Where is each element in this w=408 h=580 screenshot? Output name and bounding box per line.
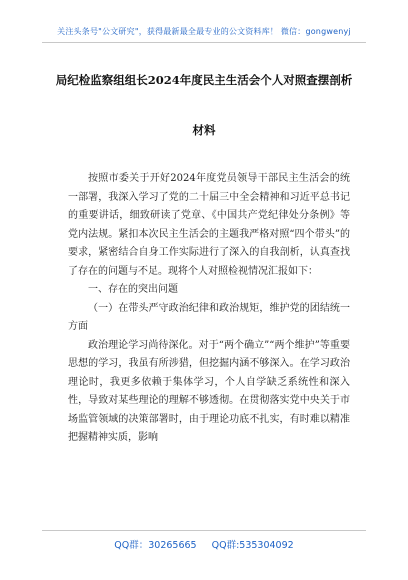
footer-contact <box>0 537 408 551</box>
section-heading: 一、存在的突出问题 <box>88 284 178 295</box>
document-body <box>68 170 350 448</box>
footer-qq-group-1: QQ群：30265665 <box>114 540 197 551</box>
header-banner: 关注头条号"公文研究"，获得最新最全最专业的公文资料库！ 微信：gongwenyj <box>57 27 351 36</box>
header-divider <box>42 42 366 43</box>
document-title-continued: 材料 <box>192 123 216 137</box>
document-title: 局纪检监察组组长2024年度民主生活会个人对照查摆剖析 <box>55 73 353 87</box>
body-paragraph: 按照市委关于开好2024年度党员领导干部民主生活会的统一部署，我深入学习了党的二十届三中全会精神和习近平总书记的重要讲话，细致研读了党章、《中国共产党纪律处分条例》等党内法规。紧扣本次民主生活会的主题我严格对照“四个带头”的要求，紧密结合自身工作实际进行了深入的自我剖析，认真查找了存在的问题与不足。现将个人对照检视情况汇报如下： <box>68 173 350 277</box>
body-paragraph: 政治理论学习尚待深化。对于“两个确立”“两个维护”等重要思想的学习，我虽有所涉猎，但挖掘内涵不够深入。在学习政治理论时，我更多依赖于集体学习，个人自学缺乏系统性和深入性，导致对某些理论的理解不够透彻。在贯彻落实党中央关于市场监管领域的决策部署时，由于理论功底不扎实，有时难以精准把握精神实质，影响 <box>68 339 350 443</box>
footer-divider <box>42 530 366 531</box>
subsection-heading: （一）在带头严守政治纪律和政治规矩，维护党的团结统一方面 <box>68 302 350 332</box>
footer-qq-group-2: QQ群:535304092 <box>211 540 294 551</box>
